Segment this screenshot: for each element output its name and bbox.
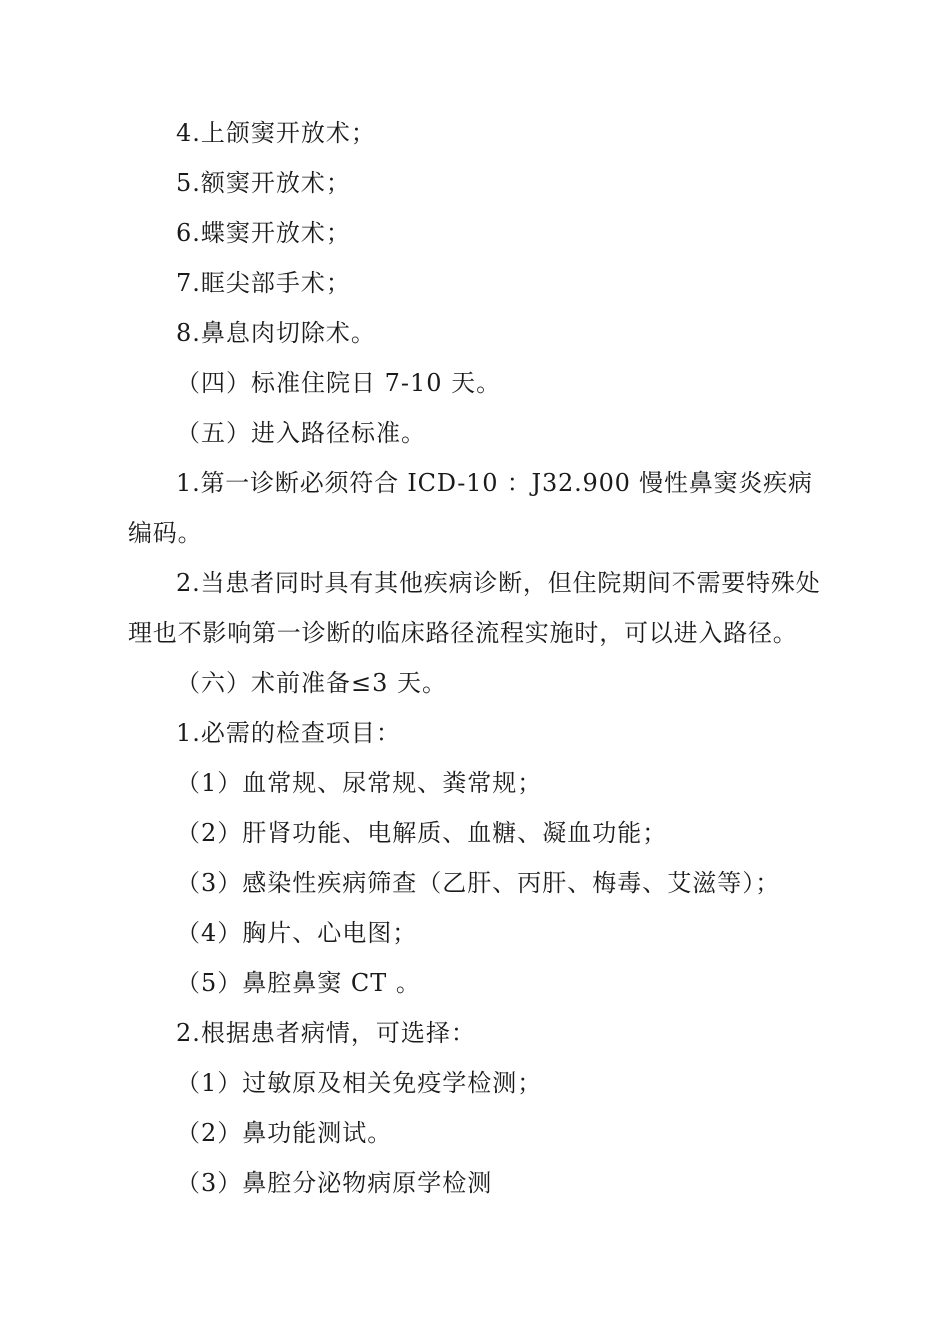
list-item-sphenoid-sinus: 6.蝶窦开放术； bbox=[176, 219, 351, 247]
list-item-nasal-function: （2）鼻功能测试。 bbox=[176, 1119, 393, 1147]
section-heading-hospital-stay: （四）标准住院日 7-10 天。 bbox=[176, 369, 502, 397]
list-item-infection-screening: （3）感染性疾病筛查（乙肝、丙肝、梅毒、艾滋等）； bbox=[176, 869, 781, 897]
list-item-ct: （5）鼻腔鼻窦 CT 。 bbox=[176, 969, 421, 997]
list-item-nasal-polyp: 8.鼻息肉切除术。 bbox=[176, 319, 376, 347]
list-item-liver-kidney: （2）肝肾功能、电解质、血糖、凝血功能； bbox=[176, 819, 668, 847]
list-item-orbital-apex: 7.眶尖部手术； bbox=[176, 269, 351, 297]
paragraph-first-diagnosis: 1.第一诊断必须符合 ICD-10 ：J32.900 慢性鼻窦炎疾病编码。 bbox=[128, 469, 813, 547]
section-heading-pathway-criteria: （五）进入路径标准。 bbox=[176, 419, 426, 447]
list-item-frontal-sinus: 5.额窦开放术； bbox=[176, 169, 351, 197]
paragraph-comorbidity: 2.当患者同时具有其他疾病诊断，但住院期间不需要特殊处理也不影响第一诊断的临床路径流程实施时，可以进入路径。 bbox=[128, 569, 821, 647]
list-item-chest-ecg: （4）胸片、心电图； bbox=[176, 919, 418, 947]
document-body bbox=[128, 108, 828, 1208]
subheading-optional-tests: 2.根据患者病情，可选择： bbox=[176, 1019, 476, 1047]
list-item-allergen: （1）过敏原及相关免疫学检测； bbox=[176, 1069, 543, 1097]
list-item-routine-tests: （1）血常规、尿常规、粪常规； bbox=[176, 769, 543, 797]
subheading-required-tests: 1.必需的检查项目： bbox=[176, 719, 401, 747]
list-item-maxillary-sinus: 4.上颌窦开放术； bbox=[176, 119, 376, 147]
list-item-pathogen: （3）鼻腔分泌物病原学检测 bbox=[176, 1169, 493, 1197]
section-heading-preop: （六）术前准备≤3 天。 bbox=[176, 669, 448, 697]
